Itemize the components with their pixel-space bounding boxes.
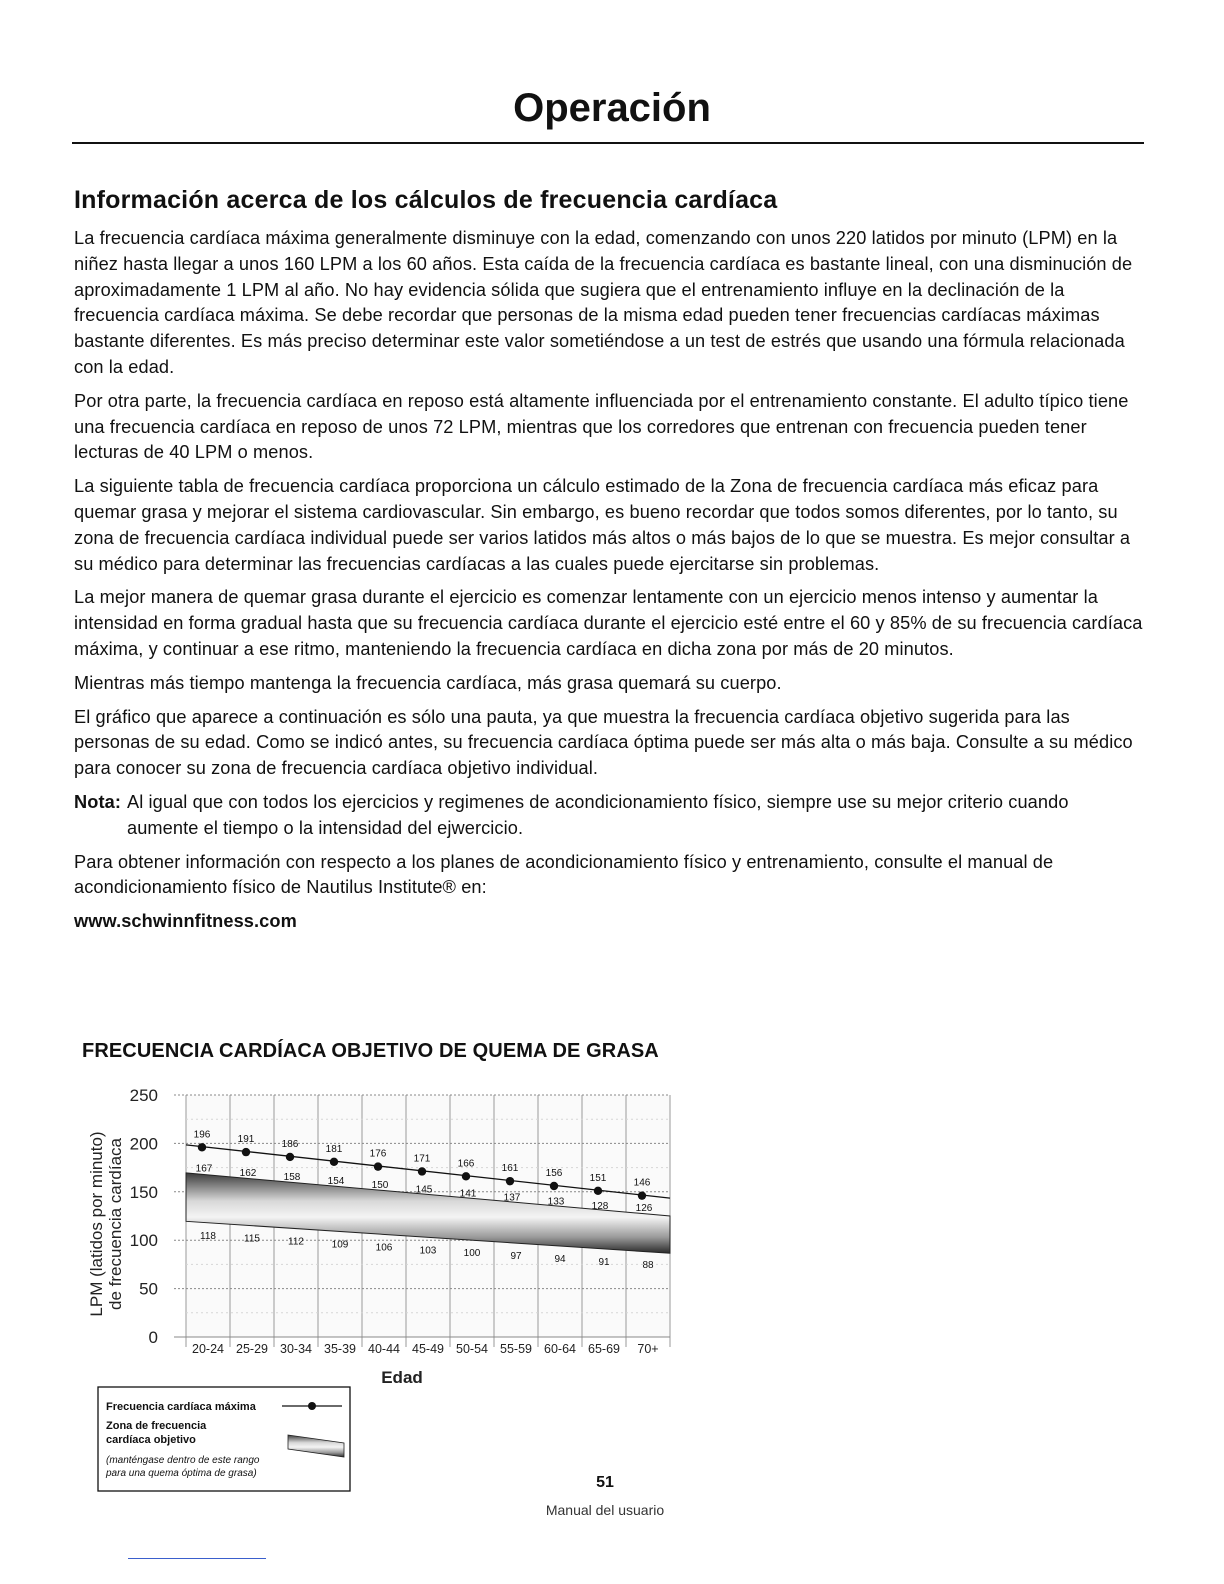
legend-zone-label-line2: cardíaca objetivo <box>106 1434 196 1446</box>
x-tick-label: 70+ <box>637 1342 659 1356</box>
zone-upper-label: 167 <box>195 1163 213 1175</box>
header-divider <box>72 142 1144 144</box>
closing-paragraph: Para obtener información con respecto a los planes de acondicionamiento físico y entrenamiento, consulte el manual de acondicionamiento físico de Nautilus Institute® en: <box>74 851 1054 898</box>
max-heart-rate-point <box>550 1182 558 1190</box>
zone-lower-label: 103 <box>419 1245 437 1257</box>
bottom-rule <box>128 1558 266 1559</box>
zone-upper-label: 145 <box>415 1184 433 1196</box>
x-tick-label: 65-69 <box>588 1342 620 1356</box>
page-title: Operación <box>513 86 711 130</box>
legend-max-marker <box>308 1402 316 1410</box>
website-link[interactable]: www.schwinnfitness.com <box>74 911 297 932</box>
zone-lower-label: 115 <box>244 1233 260 1245</box>
footer-manual: Manual del usuario <box>545 1502 665 1518</box>
legend-max-label: Frecuencia cardíaca máxima <box>106 1401 256 1413</box>
zone-lower-label: 97 <box>510 1251 522 1263</box>
zone-upper-label: 162 <box>239 1168 257 1180</box>
y-axis-label: LPM (latidos por minuto) <box>87 1131 106 1317</box>
max-heart-rate-label: 196 <box>193 1129 211 1141</box>
heart-rate-chart <box>80 1075 680 1495</box>
note-text: Al igual que con todos los ejercicios y regimenes de acondicionamiento físico, siempre use su mejor criterio cuando aumente el tiempo o la intensidad del ejwercicio. <box>126 791 1069 838</box>
max-heart-rate-label: 156 <box>545 1167 563 1179</box>
y-tick-label: 200 <box>129 1134 158 1154</box>
zone-lower-label: 106 <box>375 1242 393 1254</box>
max-heart-rate-label: 176 <box>369 1148 387 1160</box>
x-tick-label: 20-24 <box>192 1342 224 1356</box>
zone-lower-label: 109 <box>331 1239 349 1251</box>
max-heart-rate-label: 181 <box>325 1143 343 1155</box>
zone-upper-label: 128 <box>591 1201 609 1213</box>
paragraph: La mejor manera de quemar grasa durante el ejercicio es comenzar lentamente con un ejercicio menos intenso y aumentar la intensidad en forma gradual hasta que su frecuencia cardíaca durante el ejercicio esté entre el 60 y 85% de su frecuencia cardíaca máxima, y continuar a ese ritmo, manteniendo la frecuencia cardíaca en dicha zona por más de 20 minutos. <box>74 587 1143 659</box>
paragraph: El gráfico que aparece a continuación es sólo una pauta, ya que muestra la frecuencia cardíaca objetivo sugerida para las personas de su edad. Como se indicó antes, su frecuencia cardíaca óptima puede ser más alta o más baja. Consulte a su médico para conocer su zona de frecuencia cardíaca objetivo individual. <box>74 706 1133 779</box>
max-heart-rate-label: 146 <box>633 1177 651 1189</box>
paragraph: La frecuencia cardíaca máxima generalmente disminuye con la edad, comenzando con unos 220 latidos por minuto (LPM) en la niñez hasta llegar a unos 160 LPM a los 60 años. Esta caída de la frecuencia cardíaca es bastante lineal, con una disminución de aproximadamente 1 LPM al año. No hay evidencia sólida que sugiera que el entrenamiento influye en la declinación de la frecuencia cardíaca máxima. Se debe recordar que personas de la misma edad pueden tener frecuencias cardíacas máximas bastante diferentes. Es más preciso determinar este valor sometiéndose a un test de estrés que usando una fórmula relacionada con la edad. <box>74 228 1133 377</box>
y-tick-label: 250 <box>129 1086 158 1105</box>
max-heart-rate-point <box>594 1187 602 1195</box>
x-tick-label: 35-39 <box>324 1342 356 1356</box>
zone-upper-label: 137 <box>503 1192 521 1204</box>
max-heart-rate-point <box>330 1158 338 1166</box>
max-heart-rate-point <box>638 1191 646 1199</box>
max-heart-rate-point <box>418 1167 426 1175</box>
legend-zone-note: (manténgase dentro de este rango <box>106 1455 260 1466</box>
legend-zone-label: Zona de frecuencia <box>106 1420 207 1432</box>
note-label: Nota: <box>74 791 121 812</box>
max-heart-rate-point <box>286 1153 294 1161</box>
x-tick-label: 25-29 <box>236 1342 268 1356</box>
max-heart-rate-point <box>242 1148 250 1156</box>
max-heart-rate-label: 191 <box>237 1134 255 1146</box>
max-heart-rate-label: 161 <box>501 1163 519 1175</box>
x-tick-label: 50-54 <box>456 1342 488 1356</box>
y-axis-label-secondary: de frecuencia cardíaca <box>106 1138 125 1310</box>
x-axis-label: Edad <box>381 1368 423 1387</box>
x-tick-label: 30-34 <box>280 1342 312 1356</box>
zone-lower-label: 112 <box>288 1236 304 1248</box>
zone-upper-label: 141 <box>459 1188 477 1200</box>
max-heart-rate-point <box>462 1172 470 1180</box>
x-tick-label: 45-49 <box>412 1342 444 1356</box>
max-heart-rate-label: 171 <box>413 1153 431 1165</box>
zone-lower-label: 94 <box>554 1254 566 1266</box>
zone-lower-label: 88 <box>642 1259 654 1271</box>
x-tick-label: 60-64 <box>544 1342 576 1356</box>
zone-lower-label: 118 <box>200 1230 216 1242</box>
y-tick-label: 100 <box>129 1231 158 1251</box>
zone-upper-label: 158 <box>283 1172 301 1184</box>
zone-upper-label: 150 <box>371 1179 389 1191</box>
x-tick-label: 55-59 <box>500 1342 532 1356</box>
paragraph: Mientras más tiempo mantenga la frecuencia cardíaca, más grasa quemará su cuerpo. <box>74 672 782 693</box>
chart-title: FRECUENCIA CARDÍACA OBJETIVO DE QUEMA DE GRASA <box>82 1040 659 1062</box>
max-heart-rate-point <box>198 1143 206 1151</box>
y-tick-label: 50 <box>139 1279 158 1299</box>
max-heart-rate-point <box>374 1162 382 1170</box>
paragraph: Por otra parte, la frecuencia cardíaca en reposo está altamente influenciada por el entrenamiento constante. El adulto típico tiene una frecuencia cardíaca en reposo de unos 72 LPM, mientras que los corredores que entrenan con frecuencia pueden tener lecturas de 40 LPM o menos. <box>74 390 1129 463</box>
note <box>74 790 1144 842</box>
zone-lower-label: 100 <box>463 1248 481 1260</box>
max-heart-rate-point <box>506 1177 514 1185</box>
zone-lower-label: 91 <box>598 1256 610 1268</box>
page-number: 51 <box>596 1474 614 1491</box>
max-heart-rate-label: 186 <box>281 1138 299 1150</box>
zone-upper-label: 154 <box>327 1175 345 1187</box>
max-heart-rate-label: 151 <box>589 1172 607 1184</box>
y-tick-label: 150 <box>129 1182 158 1202</box>
paragraph: La siguiente tabla de frecuencia cardíaca proporciona un cálculo estimado de la Zona de frecuencia cardíaca más eficaz para quemar grasa y mejorar el sistema cardiovascular. Sin embargo, es bueno recordar que todos somos diferentes, por lo tanto, su zona de frecuencia cardíaca individual puede ser varios latidos más altos o más bajos de lo que se muestra. Es mejor consultar a su médico para determinar las frecuencias cardíacas a las cuales puede ejercitarse sin problemas. <box>74 476 1131 574</box>
max-heart-rate-label: 166 <box>457 1158 475 1170</box>
zone-upper-label: 126 <box>635 1203 653 1215</box>
body-text <box>74 226 1144 935</box>
y-tick-label: 0 <box>148 1328 158 1347</box>
legend-zone-note-line2: para una quema óptima de grasa) <box>106 1468 257 1479</box>
zone-upper-label: 133 <box>547 1196 565 1208</box>
section-heading: Información acerca de los cálculos de frecuencia cardíaca <box>74 186 778 214</box>
x-tick-label: 40-44 <box>368 1342 400 1356</box>
